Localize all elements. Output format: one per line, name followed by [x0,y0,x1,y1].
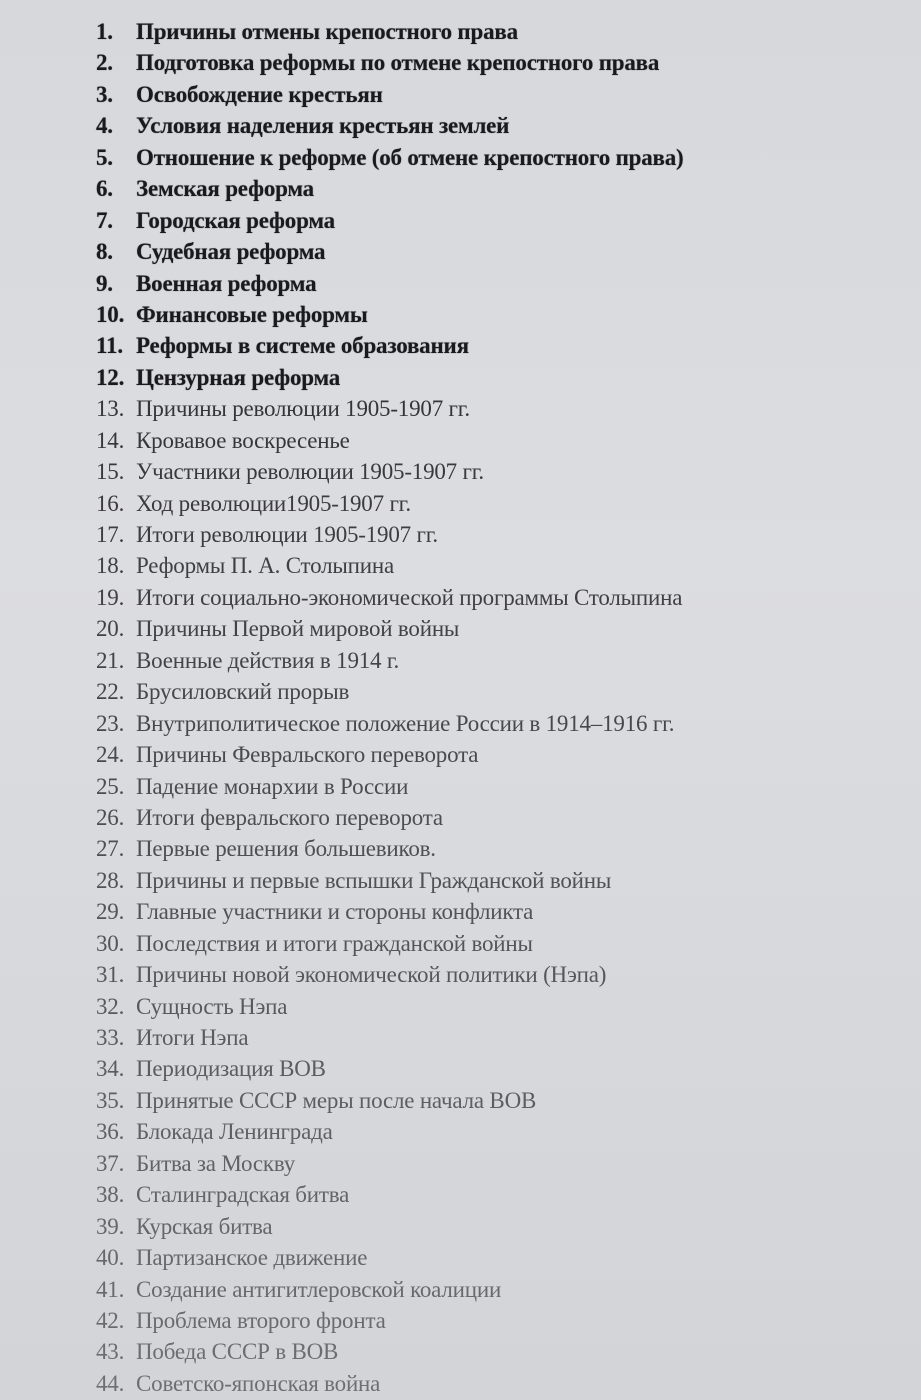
list-item-text: Принятые СССР меры после начала ВОВ [136,1087,537,1113]
list-item-text: Причины Первой мировой войны [136,616,460,642]
list-item [96,1148,896,1179]
list-item [96,1085,896,1116]
list-item-number: 8. [96,239,113,265]
list-item [96,550,896,581]
list-item-number: 20. [96,616,125,642]
list-item-number: 16. [96,490,125,516]
list-item [96,833,896,864]
list-item [96,488,896,519]
list-item [96,1336,896,1367]
list-item-number: 7. [96,207,113,233]
list-item [96,16,896,47]
list-item-text: Причины отмены крепостного права [136,19,518,44]
list-item-text: Итоги февральского переворота [136,804,443,830]
list-item-text: Условия наделения крестьян землей [136,113,510,139]
list-item-text: Военная реформа [136,270,317,296]
list-item [96,676,896,707]
list-item-text: Партизанское движение [136,1245,368,1271]
list-item [96,959,896,990]
list-item [96,1116,896,1147]
list-item-number: 23. [96,710,125,736]
list-item [96,393,896,424]
list-item-number: 4. [96,113,113,139]
list-item-number: 26. [96,804,125,830]
list-item [96,142,896,173]
list-item-number: 24. [96,742,125,768]
list-item-number: 29. [96,899,125,925]
list-item-number: 9. [96,270,113,296]
list-item [96,519,896,550]
list-item [96,1053,896,1084]
list-item-number: 41. [96,1276,125,1302]
list-item-text: Судебная реформа [136,239,326,265]
list-item-text: Военные действия в 1914 г. [136,647,400,673]
list-item [96,928,896,959]
list-item-text: Реформы в системе образования [136,333,469,359]
list-item-number: 19. [96,584,125,610]
list-item-number: 27. [96,836,125,862]
list-item [96,1305,896,1336]
list-item-text: Сталинградская битва [136,1182,350,1208]
list-item-text: Участники революции 1905-1907 гг. [136,459,484,485]
list-item-text: Земская реформа [136,176,314,202]
topic-list [96,16,896,1399]
list-item-number: 1. [96,19,113,44]
list-item-text: Блокада Ленинграда [136,1119,333,1145]
list-item-text: Итоги революции 1905-1907 гг. [136,522,438,547]
list-item-text: Главные участники и стороны конфликта [136,899,534,925]
list-item-number: 17. [96,522,125,547]
list-item-text: Битва за Москву [136,1150,296,1176]
list-item-number: 2. [96,50,113,76]
list-item-text: Создание антигитлеровской коалиции [136,1276,502,1302]
list-item-text: Сущность Нэпа [136,993,288,1019]
list-item-number: 11. [96,333,123,359]
list-item-number: 40. [96,1245,125,1271]
list-item [96,613,896,644]
list-item [96,362,896,393]
list-item [96,739,896,770]
list-item-number: 30. [96,930,125,956]
list-item-number: 25. [96,773,125,799]
list-item-text: Итоги социально-экономической программы Столыпина [136,584,683,610]
list-item-number: 39. [96,1213,125,1239]
list-item-text: Причины и первые вспышки Гражданской войны [136,867,612,893]
list-item-text: Падение монархии в России [136,773,409,799]
list-item [96,865,896,896]
list-item-text: Причины революции 1905-1907 гг. [136,396,470,422]
list-item-number: 21. [96,647,125,673]
list-item [96,79,896,110]
list-item [96,110,896,141]
list-item-text: Брусиловский прорыв [136,679,350,705]
list-item [96,1179,896,1210]
list-item-text: Реформы П. А. Столыпина [136,553,394,579]
list-item-number: 32. [96,993,125,1019]
list-item-text: Итоги Нэпа [136,1025,249,1050]
list-item-text: Кровавое воскресенье [136,427,350,453]
list-item [96,1274,896,1305]
list-item-number: 43. [96,1339,125,1365]
list-item [96,299,896,330]
list-item [96,47,896,78]
list-item [96,582,896,613]
list-item [96,1022,896,1053]
list-item-text: Проблема второго фронта [136,1307,386,1333]
list-item-text: Освобождение крестьян [136,81,383,107]
list-item [96,236,896,267]
list-item-number: 37. [96,1150,125,1176]
list-item-text: Последствия и итоги гражданской войны [136,930,533,956]
list-item-text: Городская реформа [136,207,335,233]
list-item-number: 14. [96,427,125,453]
list-item-number: 18. [96,553,125,579]
list-item [96,425,896,456]
list-item [96,268,896,299]
list-item-text: Победа СССР в ВОВ [136,1339,339,1365]
list-item-text: Периодизация ВОВ [136,1056,326,1082]
list-item-number: 35. [96,1087,125,1113]
list-item [96,456,896,487]
list-item [96,896,896,927]
list-item-number: 42. [96,1307,125,1333]
list-item-number: 31. [96,962,125,988]
list-item-number: 5. [96,144,113,170]
list-item [96,991,896,1022]
list-item [96,1211,896,1242]
list-item-text: Первые решения большевиков. [136,836,436,862]
list-item-text: Курская битва [136,1213,273,1239]
list-item [96,645,896,676]
list-item-number: 33. [96,1025,125,1050]
list-item [96,771,896,802]
list-item-number: 36. [96,1119,125,1145]
list-item-number: 34. [96,1056,125,1082]
list-item [96,708,896,739]
list-item-number: 28. [96,867,125,893]
list-item-number: 6. [96,176,113,202]
list-item-text: Отношение к реформе (об отмене крепостного права) [136,144,684,170]
list-item-text: Ход революции1905-1907 гг. [136,490,411,516]
list-item-number: 22. [96,679,125,705]
list-item [96,205,896,236]
list-item [96,1242,896,1273]
list-item-number: 38. [96,1182,125,1208]
list-item-text: Финансовые реформы [136,301,368,327]
list-item-number: 15. [96,459,125,485]
list-item [96,802,896,833]
list-item [96,1368,896,1399]
list-item-text: Цензурная реформа [136,364,341,390]
list-item-number: 10. [96,301,125,327]
list-item-text: Советско-японская война [136,1370,381,1396]
list-item-text: Причины Февральского переворота [136,742,479,768]
list-item-text: Причины новой экономической политики (Нэпа) [136,962,607,988]
list-item-number: 12. [96,364,125,390]
list-item [96,330,896,361]
list-item-number: 44. [96,1370,125,1396]
list-item-number: 3. [96,81,113,107]
list-item [96,173,896,204]
list-item-text: Внутриполитическое положение России в 1914–1916 гг. [136,710,675,736]
list-item-number: 13. [96,396,125,422]
list-item-text: Подготовка реформы по отмене крепостного права [136,50,660,76]
